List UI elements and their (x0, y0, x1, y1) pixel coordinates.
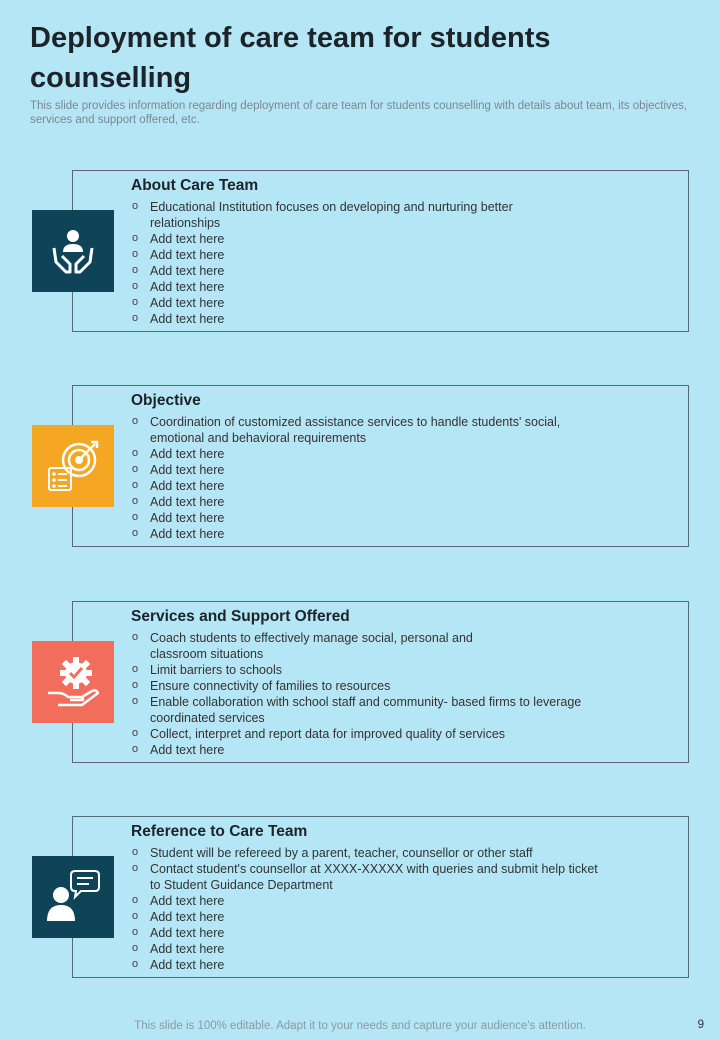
target-checklist-icon (45, 438, 101, 494)
list-item: o Collect, interpret and report data for improved quality of services (131, 726, 631, 742)
list-item: o Add text here (131, 279, 631, 295)
section-list (131, 630, 631, 758)
page-subtitle: This slide provides information regarding deployment of care team for students counselling with details about team, its objectives, services and support offered, etc. (30, 100, 688, 126)
services-icon-box (32, 641, 114, 723)
list-item: o Add text here (131, 446, 631, 462)
list-item: o Add text here (131, 462, 631, 478)
list-item: o Add text here (131, 494, 631, 510)
list-item: o Add text here (131, 478, 631, 494)
list-item: o Ensure connectivity of families to resources (131, 678, 631, 694)
list-item: o Add text here (131, 957, 631, 973)
section-heading: Objective (131, 392, 201, 409)
hand-gear-check-icon (44, 653, 102, 711)
list-item: o Add text here (131, 311, 631, 327)
page-title: Deployment of care team for students counselling (30, 22, 551, 94)
about-icon-box (32, 210, 114, 292)
section-heading: Reference to Care Team (131, 823, 308, 840)
list-item: o Coach students to effectively manage social, personal and classroom situations (131, 630, 501, 662)
objective-icon-box (32, 425, 114, 507)
list-item: o Enable collaboration with school staff and community- based firms to leverage coordinated services (131, 694, 611, 726)
list-item: o Educational Institution focuses on developing and nurturing better relationships (131, 199, 516, 231)
section-services-support (72, 601, 689, 763)
section-objective (72, 385, 689, 547)
list-item: o Add text here (131, 526, 631, 542)
list-item: o Add text here (131, 231, 631, 247)
care-hands-person-icon (48, 226, 98, 276)
list-item: o Add text here (131, 295, 631, 311)
list-item: o Coordination of customized assistance services to handle students' social, emotional and behavioral requirements (131, 414, 601, 446)
list-item: o Student will be refereed by a parent, teacher, counsellor or other staff (131, 845, 631, 861)
list-item: o Contact student's counsellor at XXXX-XXXXX with queries and submit help ticket to Student Guidance Department (131, 861, 601, 893)
page-number: 9 (697, 1019, 704, 1031)
footer-note: This slide is 100% editable. Adapt it to your needs and capture your audience's attention. (134, 1020, 586, 1032)
list-item: o Add text here (131, 909, 631, 925)
list-item: o Limit barriers to schools (131, 662, 631, 678)
list-item: o Add text here (131, 247, 631, 263)
list-item: o Add text here (131, 941, 631, 957)
section-list (131, 199, 631, 327)
section-heading: Services and Support Offered (131, 608, 350, 625)
section-list (131, 414, 631, 542)
list-item: o Add text here (131, 510, 631, 526)
section-list (131, 845, 631, 973)
person-chat-icon (45, 869, 101, 925)
list-item: o Add text here (131, 925, 631, 941)
reference-icon-box (32, 856, 114, 938)
list-item: o Add text here (131, 742, 631, 758)
list-item: o Add text here (131, 893, 631, 909)
list-item: o Add text here (131, 263, 631, 279)
section-heading: About Care Team (131, 177, 259, 194)
section-about-care-team (72, 170, 689, 332)
section-reference-care-team (72, 816, 689, 978)
